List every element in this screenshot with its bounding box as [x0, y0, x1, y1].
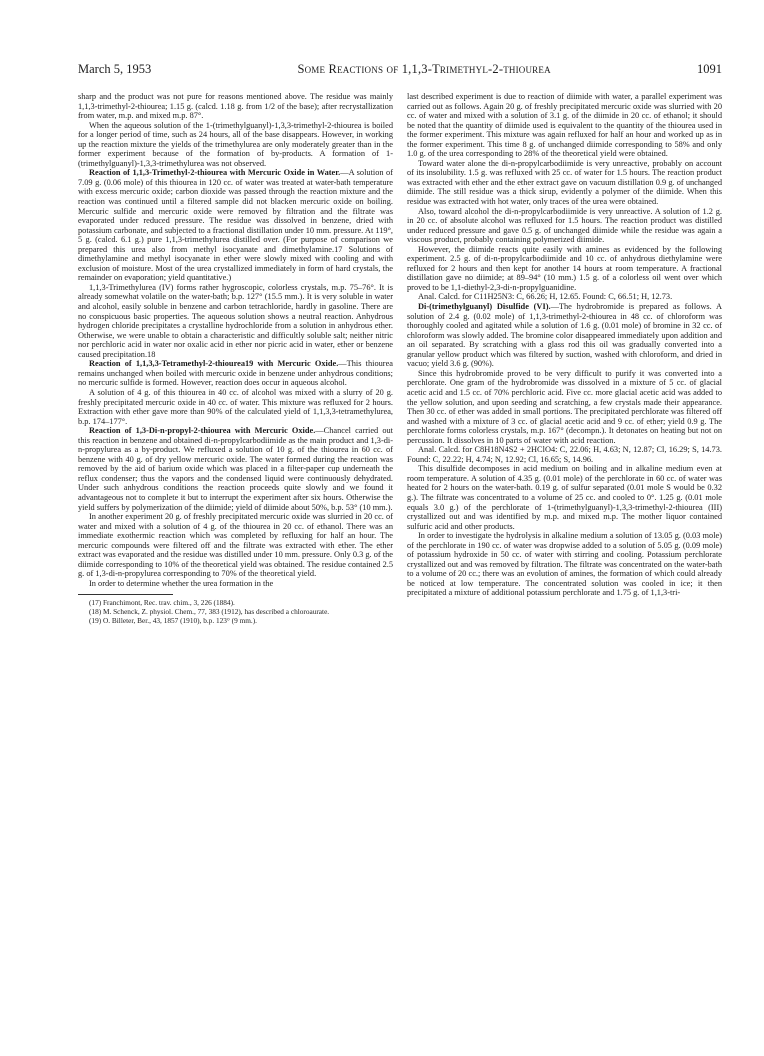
paragraph-body: —This thiourea remains unchanged when boiled with mercuric oxide in benzene under anhydrous conditions; no mercuric sulfide is formed. However, reaction does occur in aqueous alcohol. [78, 359, 393, 388]
paragraph: 1,1,3-Trimethylurea (IV) forms rather hygroscopic, colorless crystals, m.p. 75–76°. It is already somewhat volatile on the water-bath; b.p. 127° (15.5 mm.). It is very soluble in water and alcohol, easily soluble in benzene and carbon tetrachloride, hardly in gasoline. There are no conspicuous basic properties. The aqueous solution shows a neutral reaction. Anhydrous hydrogen chloride precipitates a crystalline hydrochloride from a solution in anhydrous ether. Otherwise, we were unable to obtain a characteristic and difficultly soluble salt; neither nitric nor perchloric acid in water nor oxalic acid in ether nor picric acid in water, ether or benzene caused precipitation.18 [78, 282, 393, 359]
paragraph: sharp and the product was not pure for reasons mentioned above. The residue was mainly 1,1,3-trimethyl-2-thiourea; 1.15 g. (calcd. 1.18 g. from 1/2 of the base); after recrystallization from water, m.p. and mixed m.p. 87°. [78, 92, 393, 121]
header-date: March 5, 1953 [78, 62, 152, 76]
analysis-line: Anal. Calcd. for C11H25N3: C, 66.26; H, 12.65. Found: C, 66.51; H, 12.73. [418, 292, 673, 302]
paragraph: last described experiment is due to reaction of diimide with water, a parallel experiment was carried out as follows. Again 20 g. of freshly precipitated mercuric oxide was slurried with 20 cc. of water and mixed with a solution of 3.1 g. of the diimide in 20 cc. of ethanol; it should be noted that the quantity of diimide used is equivalent to the quantity of the thiourea used in the former experiment. This mixture was again refluxed for half an hour and worked up as in the former experiment. This time 8 g. of unchanged diimide corresponding to 58% and only 1.0 g. of the urea corresponding to 28% of the theoretical yield were obtained. [407, 92, 722, 159]
analysis-line: Anal. Calcd. for C8H18N4S2 + 2HClO4: C, 22.06; H, 4.63; N, 12.87; Cl, 16.29; S, 14.73. Found: C, 22.22; H, 4.74; N, 12.92; Cl, 16.65; S, 14.96. [407, 445, 722, 464]
paragraph-body: —Chancel carried out this reaction in benzene and obtained di-n-propylcarbodiimide as the main product and 1,3-di-n-propylurea as a by-product. We refluxed a solution of 10 g. of the thiourea in 60 cc. of benzene with 40 g. of dry yellow mercuric oxide. The water formed during the reaction was removed by the aid of barium oxide which was placed in a filter-paper cup underneath the reflux condenser; thus the vapors and the condensed liquid were continuously dehydrated. Under such anhydrous conditions the reaction proceeds quite slowly and we found it advantageous not to complete it but to interrupt the experiment after six hours. Otherwise the yield suffers by polymerization of the diimide; yield of diimide about 50%, b.p. 53° (10 mm.). [78, 426, 393, 512]
section-heading: Reaction of 1,1,3,3-Tetramethyl-2-thiourea19 with Mercuric Oxide. [89, 359, 339, 369]
paragraph: In order to determine whether the urea formation in the [89, 578, 274, 588]
paragraph [78, 359, 393, 388]
paragraph-body: —The hydrobromide is prepared as follows. A solution of 2.4 g. (0.02 mole) of 1,1,3-trimethyl-2-thiourea in 48 cc. of chloroform was thoroughly cooled and agitated while a solution of 1.6 g. (0.01 mole) of bromine in 32 cc. of chloroform was slowly added. The bromine color disappeared immediately upon addition and an oil separated. By scratching with a glass rod this oil was gradually converted into a granular yellow product which was filtered by suction, washed with chloroform, and dried in vacuo; yield 3.6 g. (90%). [407, 302, 723, 369]
running-header [78, 62, 722, 84]
paragraph: In order to investigate the hydrolysis in alkaline medium a solution of 13.05 g. (0.03 mole) of the perchlorate in 190 cc. of water was dropwise added to a solution of 5.05 g. (0.09 mole) of potassium hydroxide in 50 cc. of water with stirring and cooling. Potassium perchlorate crystallized out and was removed by filtration. The filtrate was concentrated on the water-bath to a volume of 20 cc.; there was an evolution of amines, the formation of which could already be noticed at low temperature. The concentrated solution was cooled in ice; it then precipitated a mixture of additional potassium perchlorate and 1.75 g. of 1,1,3-tri- [407, 531, 722, 598]
paragraph: In another experiment 20 g. of freshly precipitated mercuric oxide was slurried in 20 cc. of water and mixed with a solution of 4 g. of the thiourea in 20 cc. of ethanol. There was an immediate exothermic reaction which was completed by refluxing for half an hour. The mercuric compounds were filtered off and the filtrate was extracted with ether. The ether extract was evaporated and the residue was distilled under 10 mm. pressure. Only 0.3 g. of the diimide corresponding to 10% of the theoretical yield was obtained. The residue contained 2.5 g. of 1,3-di-n-propylurea corresponding to 70% of the theoretical yield. [78, 512, 393, 579]
paragraph: Also, toward alcohol the di-n-propylcarbodiimide is very unreactive. A solution of 1.2 g. in 20 cc. of absolute alcohol was refluxed for 1.5 hours. The reaction product was distilled under reduced pressure and gave 0.5 g. of unchanged diimide while the residue was again a viscous product, probably containing polymerized diimide. [407, 206, 722, 245]
paragraph: Since this hydrobromide proved to be very difficult to purify it was converted into a perchlorate. One gram of the hydrobromide was dissolved in a mixture of 5 cc. of glacial acetic acid and 1.5 cc. of 70% perchloric acid. Five cc. more glacial acetic acid was added to the yellow solution, and upon seeding and scratching, a few crystals made their appearance. Then 30 cc. of ether was added in small portions. The precipitated perchlorate was filtered off and washed with a mixture of 3 cc. of glacial acetic acid and 9 cc. of ether; yield 0.9 g. The perchlorate forms colorless crystals, m.p. 167° (decompn.). It detonates on heating but not on percussion. It dissolves in 10 parts of water with acid reaction. [407, 368, 722, 445]
footnote: (19) O. Billeter, Ber., 43, 1857 (1910), b.p. 123° (9 mm.). [89, 616, 257, 626]
paragraph [78, 168, 393, 283]
left-column [78, 92, 393, 626]
two-column-body [78, 92, 722, 626]
page-number: 1091 [697, 62, 722, 76]
paragraph: However, the diimide reacts quite easily with amines as evidenced by the following experiment. 2.5 g. of di-n-propylcarbodiimide and 10 cc. of anhydrous diethylamine were refluxed for 2 hours and then kept for another 14 hours at room temperature. A fractional distillation gave no diimide; at 89–94° (10 mm.) 1.5 g. of a colorless oil went over which proved to be 1,1-diethyl-2,3-di-n-propylguanidine. [407, 244, 722, 292]
footnote-divider [78, 594, 173, 595]
section-heading: Reaction of 1,3-Di-n-propyl-2-thiourea with Mercuric Oxide. [89, 426, 316, 436]
paragraph: This disulfide decomposes in acid medium on boiling and in alkaline medium even at room temperature. A solution of 4.35 g. (0.01 mole) of the perchlorate in 60 cc. of water was heated for 2 hours on the water-bath. 0.19 g. of sulfur separated (0.01 mole S would be 0.32 g.). The filtrate was concentrated to a volume of 25 cc. and cooled to 0°. 1.25 g. (0.01 mole equals 3.0 g.) of the perchlorate of 1-(trimethylguanyl)-1,3,3-trimethyl-2-thiourea (III) crystallized out and was identified by m.p. and mixed m.p. The mother liquor contained sulfuric acid and other products. [407, 464, 722, 531]
paragraph [407, 302, 722, 369]
header-title: Some Reactions of 1,1,3-Trimethyl-2-thiourea [297, 62, 551, 76]
footnote: (18) M. Schenck, Z. physiol. Chem., 77, 383 (1912), has described a chloroaurate. [89, 607, 330, 617]
section-heading: Reaction of 1,1,3-Trimethyl-2-thiourea with Mercuric Oxide in Water. [89, 168, 341, 178]
paragraph: A solution of 4 g. of this thiourea in 40 cc. of alcohol was mixed with a slurry of 20 g. freshly precipitated mercuric oxide in 40 cc. of water. This mixture was refluxed for 2 hours. Extraction with ether gave more than 90% of the calculated yield of 1,1,3,3-tetramethylurea, b.p. 174–177°. [78, 387, 393, 426]
paragraph [78, 426, 393, 512]
footnotes [78, 599, 393, 625]
section-heading: Di-(trimethylguanyl) Disulfide (VI). [418, 302, 551, 312]
paragraph: Toward water alone the di-n-propylcarbodiimide is very unreactive, probably on account of its insolubility. 1.5 g. was refluxed with 25 cc. of water for 1.5 hours. The reaction product was extracted with ether and the ether extract gave on vacuum distillation 0.9 g. of unchanged diimide. The still residue was a thick sirup, evidently a polymer of the diimide. When this residue was extracted with hot water, only traces of the urea were obtained. [407, 158, 722, 207]
right-column [407, 92, 722, 626]
paragraph: When the aqueous solution of the 1-(trimethylguanyl)-1,3,3-trimethyl-2-thiourea is boiled for a longer period of time, such as 24 hours, all of the base disappears. However, in working up the reaction mixture the yields of the trimethylurea are only moderately greater than in the former experiment because of the formation of by-products. A formation of 1-(trimethylguanyl)-1,3,3-trimethylurea was not observed. [78, 120, 393, 168]
footnote: (17) Franchimont, Rec. trav. chim., 3, 226 (1884). [89, 598, 235, 608]
paragraph-body: —A solution of 7.09 g. (0.06 mole) of this thiourea in 120 cc. of water was treated at water-bath temperature with excess mercuric oxide; carbon dioxide was passed through the reaction mixture and the reaction was continued until a filtered sample did not blacken mercuric oxide on boiling. Mercuric sulfide and mercuric oxide were removed by filtration and the filtrate was evaporated under reduced pressure. The residue was dissolved in benzene, dried with potassium carbonate, and subjected to a fractional distillation under 10 mm. pressure. At 119°, 5 g. (calcd. 6.1 g.) pure 1,1,3-trimethylurea distilled over. (For purpose of comparison we prepared this urea also from methyl isocyanate and dimethylamine.17 Solutions of dimethylamine and methyl isocyanate in ether were slowly mixed with cooling and with exclusion of moisture. Most of the urea crystallized immediately in form of hard crystals, the remainder on evaporation; yield quantitative.) [78, 168, 393, 283]
